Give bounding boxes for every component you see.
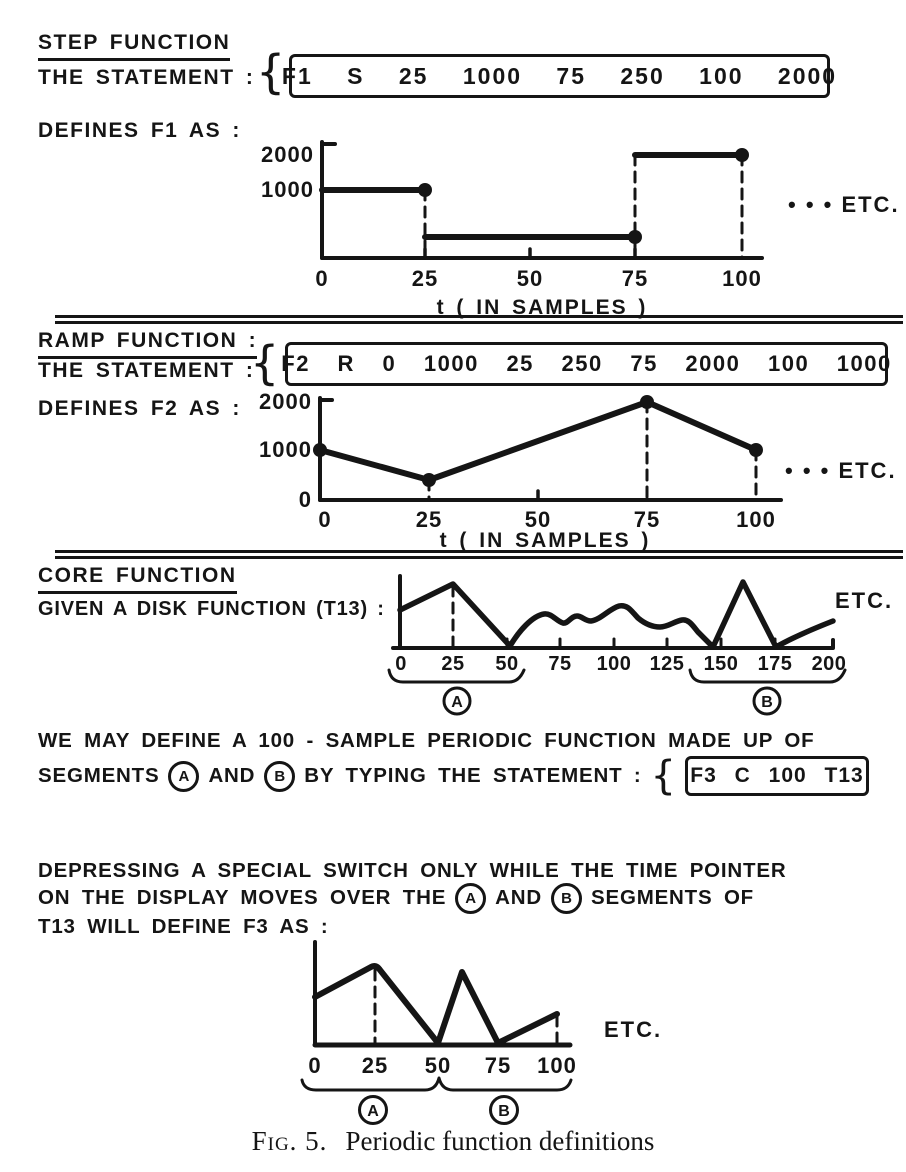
f3-xtick-25: 25 [361, 1053, 389, 1078]
disk-xtick-50: 50 [495, 653, 519, 675]
disk-segment-a-letter: A [451, 694, 463, 711]
ramp-series-line [320, 402, 756, 480]
f3-etc-label: ETC. [604, 1017, 663, 1042]
step-xtick-0: 0 [315, 266, 329, 291]
disk-xtick-200: 200 [811, 653, 847, 675]
ramp-point-0-1000 [313, 443, 327, 457]
segment-a-inline-badge-2: A [455, 883, 486, 914]
core-paragraph2-line2-pre: ON THE DISPLAY MOVES OVER THE [38, 886, 447, 909]
step-statement-label: THE STATEMENT : [38, 66, 255, 89]
step-open-brace: { [256, 45, 286, 99]
f3-xtick-50: 50 [424, 1053, 452, 1078]
section-divider-1 [55, 315, 903, 324]
step-point-75-250 [628, 230, 642, 244]
ramp-xtick-0: 0 [318, 507, 332, 532]
disk-xtick-25: 25 [441, 653, 465, 675]
ramp-xtick-25: 25 [415, 507, 443, 532]
step-point-100-2000 [735, 148, 749, 162]
ramp-xtick-50: 50 [524, 507, 552, 532]
core-statement-text: F3 C 100 T13 [690, 764, 864, 787]
ramp-statement-box [281, 342, 892, 386]
ramp-function-heading: RAMP FUNCTION : [38, 329, 257, 359]
step-xtick-75: 75 [621, 266, 649, 291]
disk-xtick-175: 175 [757, 653, 793, 675]
f3-segment-b-letter: B [498, 1103, 510, 1120]
f3-segment-braces [302, 1078, 571, 1090]
step-x-axis-label: t ( IN SAMPLES ) [436, 296, 648, 319]
step-dashed-lines [425, 155, 742, 258]
ramp-dashed-lines [429, 402, 756, 500]
segment-b-inline-badge: B [264, 761, 295, 792]
ramp-statement-text: F2 R 0 1000 25 250 75 2000 100 1000 [281, 351, 892, 376]
section-divider-2 [55, 550, 903, 559]
ramp-etc-label: • • • ETC. [785, 458, 897, 483]
core-paragraph1-line2-mid: AND [208, 764, 256, 787]
step-defines-label: DEFINES F1 AS : [38, 119, 241, 142]
core-function-heading: CORE FUNCTION [38, 564, 237, 594]
f3-xtick-0: 0 [308, 1053, 322, 1078]
f3-xtick-100: 100 [537, 1053, 577, 1078]
ramp-ytick-0: 0 [298, 487, 312, 512]
step-point-25-1000 [418, 183, 432, 197]
ramp-open-brace: { [250, 336, 280, 390]
step-series-line [322, 155, 742, 237]
disk-xtick-150: 150 [703, 653, 739, 675]
segment-a-inline-badge: A [168, 761, 199, 792]
step-xtick-50: 50 [516, 266, 544, 291]
ramp-xtick-75: 75 [633, 507, 661, 532]
core-statement-box [685, 756, 869, 796]
disk-function-plot [385, 570, 906, 720]
step-etc-label: • • • ETC. [788, 192, 900, 217]
disk-xtick-75: 75 [548, 653, 572, 675]
ramp-xtick-100: 100 [736, 507, 776, 532]
ramp-defines-label: DEFINES F2 AS : [38, 397, 241, 420]
step-xtick-25: 25 [411, 266, 439, 291]
segment-b-inline-badge-2: B [551, 883, 582, 914]
figure-caption-number: Fig. 5. [251, 1126, 328, 1156]
figure-caption [0, 1126, 906, 1157]
core-open-brace: { [650, 753, 676, 799]
disk-series-line [400, 582, 833, 647]
step-ytick-2000: 2000 [261, 142, 314, 167]
figure-caption-text: Periodic function definitions [345, 1126, 655, 1156]
f3-segment-a-letter: A [367, 1103, 379, 1120]
core-paragraph2-line2 [38, 884, 754, 912]
core-paragraph2-line2-post: SEGMENTS OF [591, 886, 755, 909]
core-given-label: GIVEN A DISK FUNCTION (T13) : [38, 598, 385, 620]
step-ytick-1000: 1000 [261, 177, 314, 202]
disk-segment-b-letter: B [761, 694, 773, 711]
step-xtick-100: 100 [722, 266, 762, 291]
disk-etc-label: ETC. [835, 588, 894, 613]
core-paragraph2-line2-mid: AND [495, 886, 542, 909]
core-paragraph1-line2 [38, 755, 869, 797]
core-paragraph1-line1: WE MAY DEFINE A 100 - SAMPLE PERIODIC FUNCTION MADE UP OF [38, 729, 815, 752]
step-statement-text: F1 S 25 1000 75 250 100 2000 [281, 62, 838, 89]
ramp-point-100-1000 [749, 443, 763, 457]
core-paragraph2-line3: T13 WILL DEFINE F3 AS : [38, 915, 329, 938]
ramp-point-75-2000 [640, 395, 654, 409]
ramp-point-25-250 [422, 473, 436, 487]
ramp-function-plot [185, 386, 905, 566]
ramp-statement-label: THE STATEMENT : [38, 359, 255, 382]
core-paragraph2-line1: DEPRESSING A SPECIAL SWITCH ONLY WHILE THE TIME POINTER [38, 859, 787, 882]
disk-xtick-100: 100 [596, 653, 632, 675]
f3-series-line [315, 966, 557, 1043]
core-paragraph1-line2-post: BY TYPING THE STATEMENT : [304, 764, 642, 787]
step-statement-box [281, 54, 838, 98]
f3-function-plot [240, 930, 710, 1130]
step-function-heading: STEP FUNCTION [38, 31, 230, 61]
ramp-x-axis-label: t ( IN SAMPLES ) [439, 529, 651, 552]
core-paragraph1-line2-pre: SEGMENTS [38, 764, 160, 787]
f3-xtick-75: 75 [484, 1053, 512, 1078]
step-function-plot [185, 128, 905, 328]
ramp-ytick-2000: 2000 [259, 389, 312, 414]
ramp-ytick-1000: 1000 [259, 437, 312, 462]
disk-xtick-125: 125 [649, 653, 685, 675]
disk-xtick-0: 0 [395, 653, 407, 675]
